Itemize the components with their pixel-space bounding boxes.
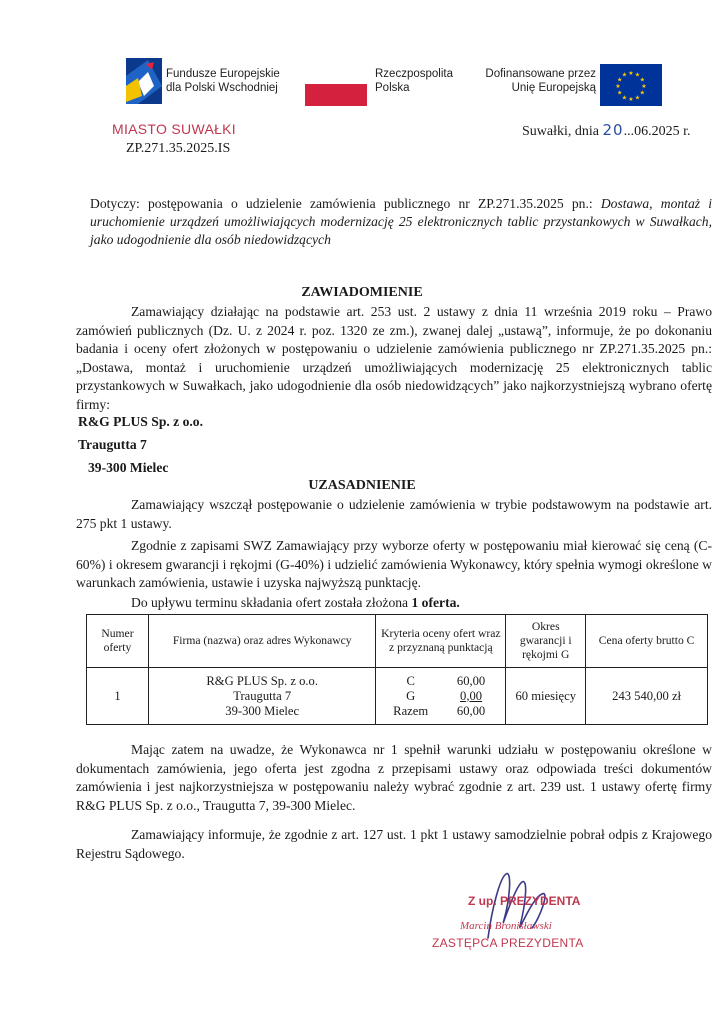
eu-caption: Dofinansowane przez Unię Europejską	[485, 68, 596, 94]
winner-firm-street: Traugutta 7	[78, 437, 147, 452]
offers-table	[86, 614, 708, 725]
signature-role: ZASTĘPCA PREZYDENTA	[432, 936, 584, 950]
eu-star-icon: ★	[617, 77, 623, 84]
cell-price: 243 540,00 zł	[586, 668, 708, 725]
header-number: Numer oferty	[87, 615, 149, 668]
signature-zup: Z up. PREZYDENTA	[468, 894, 581, 908]
eu-star-icon: ★	[615, 84, 621, 90]
header-criteria: Kryteria oceny ofert wraz z przyznaną punktacją	[376, 615, 506, 668]
date-prefix: Suwałki, dnia	[522, 124, 603, 139]
eu-star-icon: ★	[628, 97, 634, 103]
crit-g-label: G	[406, 688, 416, 703]
eu-star-icon: ★	[628, 71, 634, 77]
eu-star-icon: ★	[617, 90, 623, 97]
justification-paragraph-1: Zamawiający wszczął postępowanie o udzielenie zamówienia w trybie podstawowym na podstawie art. 275 pkt 1 ustawy.	[76, 497, 712, 531]
signature-name: Marcin Bronisławski	[460, 920, 552, 932]
cell-firm	[148, 668, 376, 725]
polish-flag-icon	[305, 84, 367, 106]
eu-star-icon: ★	[634, 72, 641, 79]
justification-paragraph-2: Zgodnie z zapisami SWZ Zamawiający przy wyborze oferty w postępowaniu miał kierować się ceną (C-60%) i okresem gwarancji i rękojmi (G-40%) i udzielić zamówienia Wykonawcy, który spełnia wymogi określone w warunkach zamówienia, ustawie i uzyska najwyższą punktację.	[76, 538, 712, 590]
cell-criteria	[376, 668, 506, 725]
eu-star-icon: ★	[639, 90, 645, 97]
justification-heading: UZASADNIENIE	[308, 478, 416, 493]
date-suffix: ...06.2025 r.	[623, 124, 691, 139]
notice-body: Zamawiający działając na podstawie art. 253 ust. 2 ustawy z dnia 11 września 2019 roku – Prawo zamówień publicznych (Dz. U. z 2024 r. poz. 1320 ze zm.), zwanej dalej „ustawą”, informuje, że po dokonaniu badania i oceny ofert złożonych w postępowaniu o udzielenie zamówienia publicznego nr ZP.271.35.2025 pn.: „Dostawa, montaż i uruchomienie urządzeń umożliwiających modernizację 25 elektronicznych tablic przystankowych w Suwałkach, jako udogodnienie dla osób niedowidzących” jako najkorzystniejszą wybrano ofertę firmy:	[76, 304, 712, 412]
eu-star-icon: ★	[634, 95, 641, 102]
closing-paragraph-1: Mając zatem na uwadze, że Wykonawca nr 1 spełnił warunki udziału w postępowaniu określone w dokumentach zamówienia, jego oferta jest zgodna z przepisami ustawy oraz odpowiada treści dokumentów zamówienia i jest najkorzystniejsza w postępowaniu należy wybrać zgodnie z art. 239 ust. 1 ustawy ofertę firmy R&G PLUS Sp. z o.o., Traugutta 7, 39-300 Mielec.	[76, 742, 712, 813]
reference-number: ZP.271.35.2025.IS	[126, 141, 231, 156]
table-header-row	[87, 615, 708, 668]
fundusze-europejskie-logo	[124, 56, 164, 106]
winner-firm-city: 39-300 Mielec	[88, 460, 169, 475]
fe-caption: Fundusze Europejskie dla Polski Wschodniej	[166, 68, 280, 94]
cell-warranty: 60 miesięcy	[506, 668, 586, 725]
crit-c-value: 60,00	[456, 673, 486, 688]
cell-firm-name: R&G PLUS Sp. z o.o.	[206, 673, 318, 688]
eu-star-icon: ★	[621, 95, 628, 102]
city-stamp: MIASTO SUWAŁKI	[112, 121, 236, 137]
eu-flag-icon	[600, 64, 662, 106]
table-row	[87, 668, 708, 725]
crit-g-value: 0,00	[460, 688, 483, 703]
cell-number: 1	[87, 668, 149, 725]
offers-count-lead: Do upływu terminu składania ofert została złożona	[131, 595, 412, 610]
subject-title: Dostawa, montaż i uruchomienie urządzeń umożliwiających modernizację 25 elektronicznych tablic przystankowych w Suwałkach, jako udogodnienie dla osób niedowidzących	[90, 196, 712, 247]
notice-heading: ZAWIADOMIENIE	[301, 285, 423, 300]
date-day-handwritten: 20	[602, 121, 624, 139]
eu-star-icon: ★	[641, 84, 647, 90]
header-warranty: Okres gwarancji i rękojmi G	[506, 615, 586, 668]
crit-c-label: C	[406, 673, 415, 688]
winner-firm-name: R&G PLUS Sp. z o.o.	[78, 414, 203, 429]
cell-firm-street: Traugutta 7	[233, 688, 292, 703]
date-line	[522, 121, 690, 140]
header-firm: Firma (nazwa) oraz adres Wykonawcy	[148, 615, 376, 668]
header-price: Cena oferty brutto C	[586, 615, 708, 668]
crit-total-value: 60,00	[456, 703, 486, 718]
eu-star-icon: ★	[639, 77, 645, 84]
justification-paragraph-3	[76, 594, 712, 613]
offers-count: 1 oferta.	[411, 595, 460, 610]
closing-paragraph-2: Zamawiający informuje, że zgodnie z art. 127 ust. 1 pkt 1 ustawy samodzielnie pobrał odpis z Krajowego Rejestru Sądowego.	[76, 827, 712, 861]
eu-star-icon: ★	[621, 72, 628, 79]
cell-firm-city: 39-300 Mielec	[225, 703, 300, 718]
rp-caption: Rzeczpospolita Polska	[375, 68, 453, 94]
subject-lead: Dotyczy: postępowania o udzielenie zamówienia publicznego nr ZP.271.35.2025 pn.:	[90, 196, 601, 211]
crit-total-label: Razem	[393, 703, 429, 718]
subject-paragraph	[90, 195, 712, 249]
